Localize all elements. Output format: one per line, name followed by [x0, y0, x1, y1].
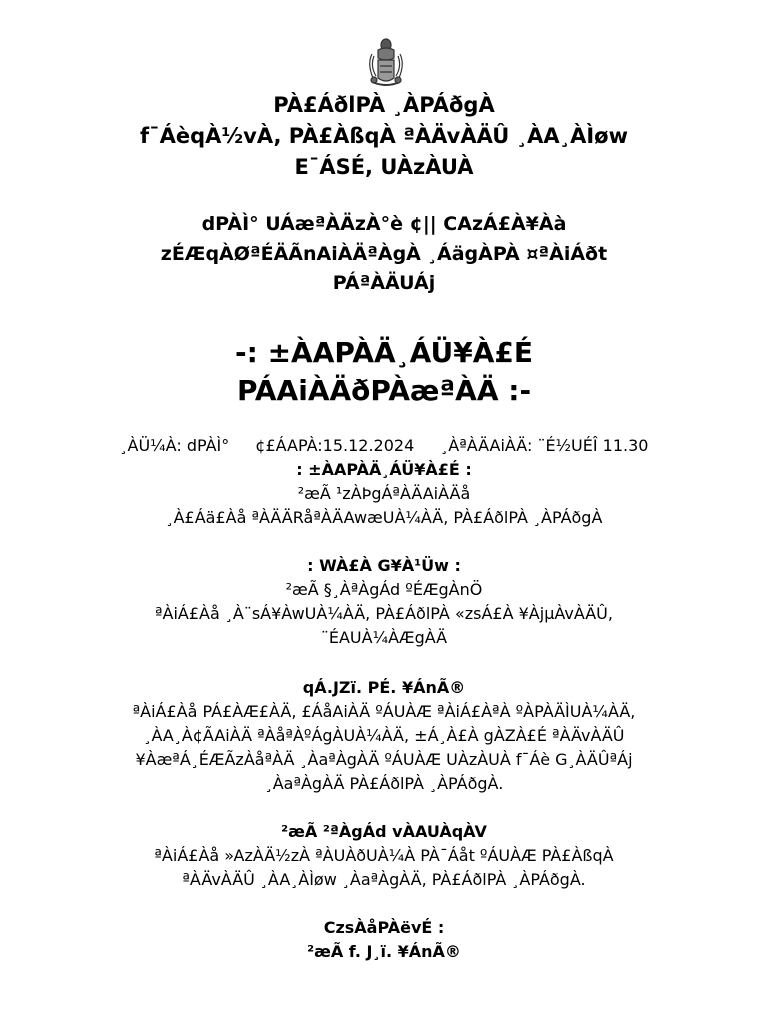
subject-line-3: PÁªÀÄUÁj: [332, 272, 436, 294]
section-line: ¥ÀæªÁ¸ÉÆÃzÀåªÀÄ ¸ÀaªÀgÀÄ ºÁUÀÆ UÀzÀUÀ f¯Áè G¸ÀÄÛªÁj: [135, 750, 633, 769]
event-place: ¸ÀÜ¼À: dPÀÌ°: [119, 436, 230, 455]
header-line-1: PÀ£ÁðlPÀ ¸ÀPÁðgÀ: [273, 93, 495, 117]
header-line-2: f¯ÁèqÀ½vÀ, PÀ£ÀßqÀ ªÀÄvÀÄÛ ¸ÀA¸ÀÌøw: [140, 124, 628, 148]
section-line: ªÀiÁ£Àå ¸À¨sÁ¥ÀwUÀ¼ÀÄ, PÀ£ÁðlPÀ «zsÁ£À ¥ÀjµÀvÀÄÛ,: [155, 604, 613, 623]
meta-line: [0, 434, 768, 458]
section-line: ªÀiÁ£Àå »AzÀÄ½zÀ ªÀUÀðUÀ¼À PÀ¯Áåt ºÁUÀÆ PÀ£ÀßqÀ: [154, 846, 614, 865]
section-line: ²æÃ ¹zÀÞgÁªÀÄAiÀÄå: [297, 484, 471, 503]
title-line-2: PÁAiÀÄðPÀæªÀÄ :-: [236, 374, 532, 407]
section-heading: CzsÀåPÀëvÉ :: [323, 918, 445, 937]
section-line: ¸ÀaªÀgÀÄ PÀ£ÁðlPÀ ¸ÀPÁðgÀ.: [264, 774, 504, 793]
section-line: ¸À£Áä£Àå ªÀÄÄRåªÀÄAwæUÀ¼ÀÄ, PÀ£ÁðlPÀ ¸ÀPÁðgÀ: [165, 508, 603, 527]
section-line: ²æÃ §¸ÀªÀgÁd ºÉÆgÀnÖ: [285, 580, 483, 599]
section-heading: qÁ.JZï. PÉ. ¥ÁnÃ®: [302, 678, 466, 697]
state-emblem-icon: [364, 36, 408, 90]
section-heading: : ±ÀAPÀÄ¸ÁÜ¥À£É :: [296, 460, 472, 479]
header-line-3: E¯ÁSÉ, UÀzÀUÀ: [294, 155, 474, 179]
event-time: ¸ÀªÀÄAiÀÄ: ¨É½UÉÎ 11.30: [440, 436, 649, 455]
section-line: ²æÃ f. J¸ï. ¥ÁnÃ®: [307, 942, 461, 961]
title-line-1: -: ±ÀAPÀÄ¸ÁÜ¥À£É: [235, 336, 533, 369]
subject-line-2: zÉÆqÀØªÉÄÃnAiÀÄªÀgÀ ¸ÁägÀPÀ ¤ªÀiÁðt: [160, 243, 608, 265]
section-line: ¨ÉAUÀ¼ÀÆgÀÄ: [320, 628, 448, 647]
subject-line-1: dPÀÌ° UÁæªÀÄzÀ°è ¢|| CAzÁ£À¥Àà: [201, 213, 567, 235]
event-date: ¢£ÁAPÀ:15.12.2024: [255, 436, 415, 455]
section-heading: : WÀ£À G¥À¹Üw :: [307, 556, 461, 575]
section-line: ªÀÄvÀÄÛ ¸ÀA¸ÀÌøw ¸ÀaªÀgÀÄ, PÀ£ÁðlPÀ ¸ÀPÁðgÀ.: [182, 870, 586, 889]
section-line: ¸ÀA¸À¢ÃAiÀÄ ªÀåªÀºÁgÀUÀ¼ÀÄ, ±Á¸À£À gÀZÀ£É ªÀÄvÀÄÛ: [143, 726, 625, 745]
section-heading: ²æÃ ²ªÀgÁd vÀAUÀqÀV: [281, 822, 487, 841]
section-line: ªÀiÁ£Àå PÁ£ÀÆ£ÀÄ, £ÁåAiÀÄ ºÁUÀÆ ªÀiÁ£ÀªÀ ºÀPÀÄÌUÀ¼ÀÄ,: [132, 702, 636, 721]
